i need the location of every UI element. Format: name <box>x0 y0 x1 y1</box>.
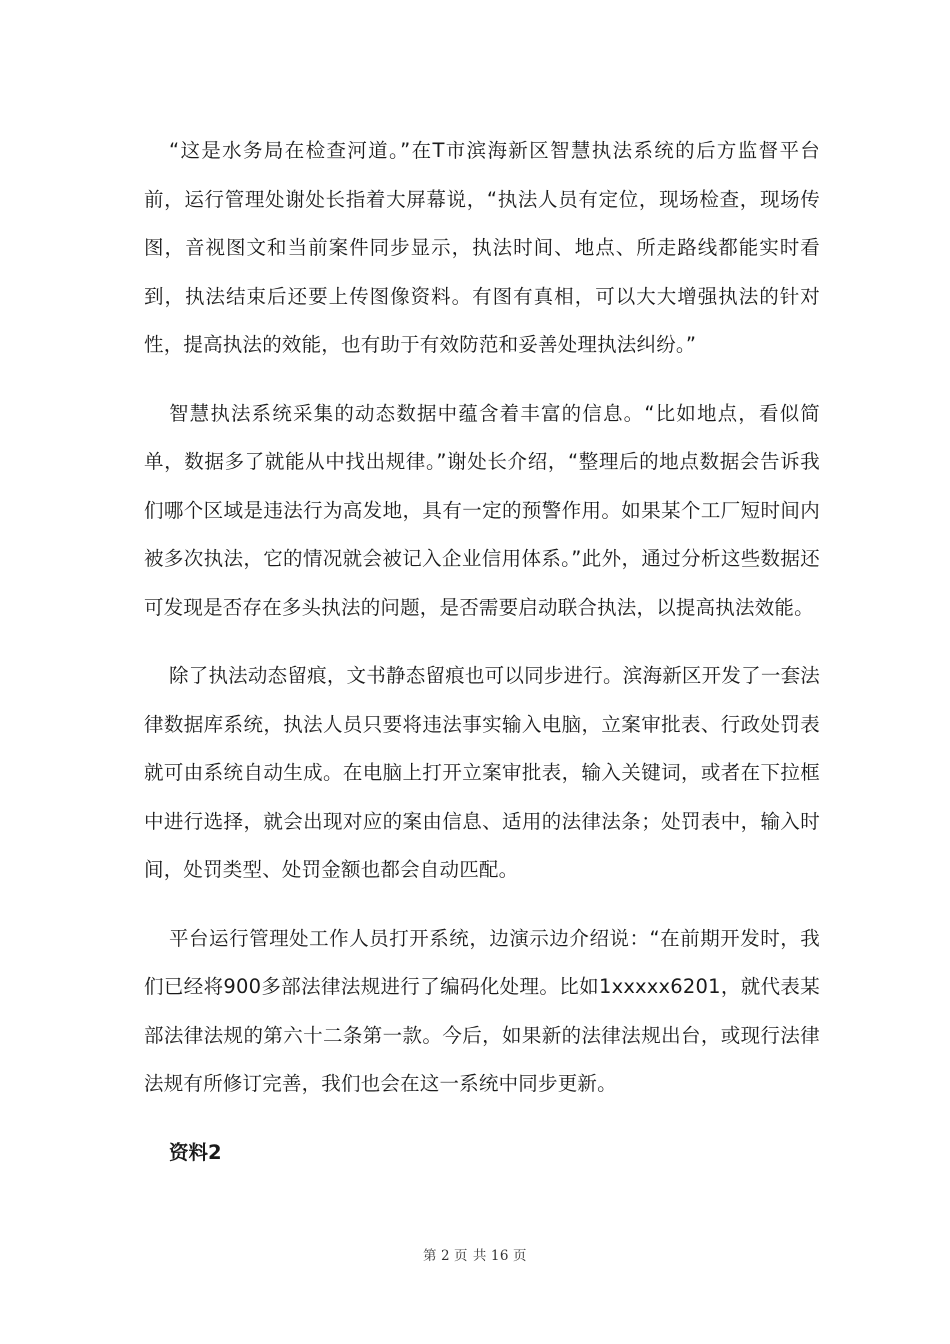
footer-prefix: 第 <box>422 1248 437 1264</box>
paragraph-1: “这是水务局在检查河道。”在T市滨海新区智慧执法系统的后方监督平台前，运行管理处谢处长指着大屏幕说，“执法人员有定位，现场检查，现场传图，音视图文和当前案件同步显示，执法时间、地点、所走路线都能实时看到，执法结束后还要上传图像资料。有图有真相，可以大大增强执法的针对性，提高执法的效能，也有助于有效防范和妥善处理执法纠纷。” <box>144 139 820 356</box>
section-heading: 资料2 <box>169 1140 222 1164</box>
paragraph-3: 除了执法动态留痕，文书静态留痕也可以同步进行。滨海新区开发了一套法律数据库系统，执法人员只要将违法事实输入电脑，立案审批表、行政处罚表就可由系统自动生成。在电脑上打开立案审批表，输入关键词，或者在下拉框中进行选择，就会出现对应的案由信息、适用的法律法条；处罚表中，输入时间，处罚类型、处罚金额也都会自动匹配。 <box>144 664 820 881</box>
paragraph-4: 平台运行管理处工作人员打开系统，边演示边介绍说：“在前期开发时，我们已经将900多部法律法规进行了编码化处理。比如1xxxxx6201，就代表某部法律法规的第六十二条第一款。今后，如果新的法律法规出台，或现行法律法规有所修订完善，我们也会在这一系统中同步更新。 <box>144 926 820 1095</box>
document-body <box>144 127 820 1177</box>
footer-middle: 页 共 <box>454 1248 487 1264</box>
footer-total-pages: 16 <box>490 1248 510 1264</box>
footer-current-page: 2 <box>440 1248 451 1264</box>
paragraph-2: 智慧执法系统采集的动态数据中蕴含着丰富的信息。“比如地点，看似简单，数据多了就能从中找出规律。”谢处长介绍，“整理后的地点数据会告诉我们哪个区域是违法行为高发地，具有一定的预警作用。如果某个工厂短时间内被多次执法，它的情况就会被记入企业信用体系。”此外，通过分析这些数据还可发现是否存在多头执法的问题，是否需要启动联合执法，以提高执法效能。 <box>144 401 820 619</box>
page-footer <box>0 1244 950 1264</box>
footer-suffix: 页 <box>513 1248 528 1264</box>
